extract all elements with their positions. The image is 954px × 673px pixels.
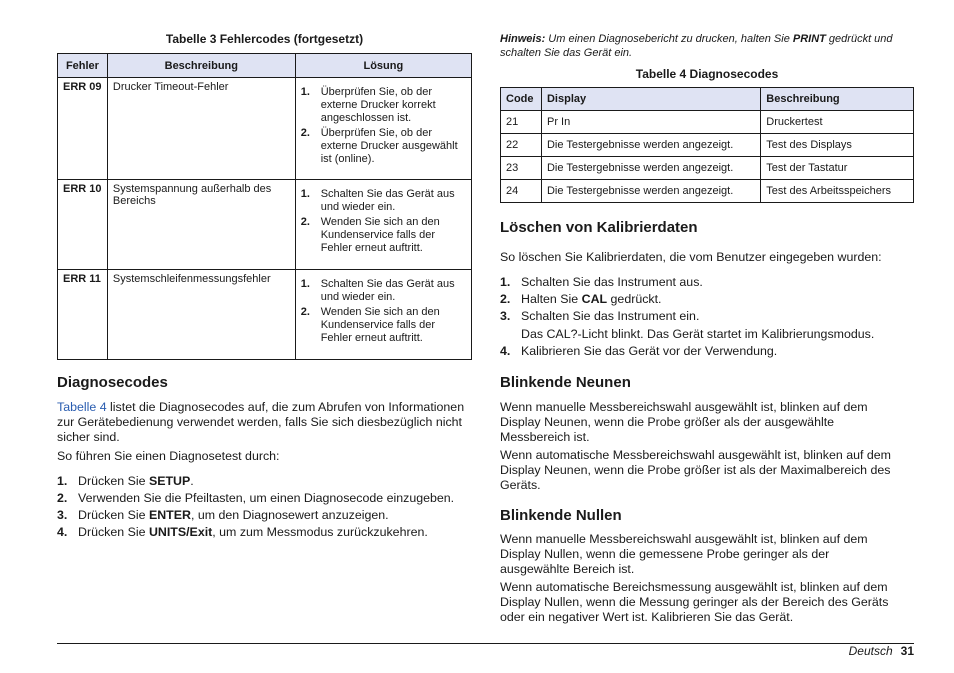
table4-caption: Tabelle 4 Diagnosecodes	[635, 67, 779, 81]
table-row: 21 Pr In Druckertest	[501, 111, 914, 134]
calib-steps	[500, 275, 914, 361]
neunen-heading: Blinkende Neunen	[500, 374, 631, 391]
error-code: ERR 11	[58, 270, 108, 360]
neunen-p2: Wenn automatische Messbereichswahl ausgewählt ist, blinken auf dem Display Neunen, wenn die Probe größer ist als der Maximalbereich des Geräts.	[500, 448, 891, 492]
table-row: 23 Die Testergebnisse werden angezeigt. Test der Tastatur	[501, 157, 914, 180]
list-item: 2. Halten Sie CAL gedrückt.	[500, 292, 662, 306]
error-description: Systemspannung außerhalb des Bereichs	[107, 180, 295, 270]
error-description: Drucker Timeout-Fehler	[107, 78, 295, 180]
list-item-note: Das CAL?-Licht blinkt. Das Gerät startet im Kalibrierungsmodus.	[521, 327, 875, 341]
col-header-display: Display	[541, 88, 760, 111]
list-item: 4. Drücken Sie UNITS/Exit, um zum Messmodus zurückzukehren.	[57, 525, 428, 539]
table3-caption: Tabelle 3 Fehlercodes (fortgesetzt)	[165, 32, 364, 46]
col-header-code: Code	[501, 88, 542, 111]
error-solution: 1. Überprüfen Sie, ob der externe Drucker korrekt angeschlossen ist. 2. Überprüfen Sie, ob der externe Drucker ausgewählt ist (online).	[295, 78, 471, 180]
diagnose-codes-table	[500, 87, 914, 203]
table-row: 24 Die Testergebnisse werden angezeigt. Test des Arbeitsspeichers	[501, 180, 914, 203]
calib-intro: So löschen Sie Kalibrierdaten, die vom Benutzer eingegeben wurden:	[500, 250, 882, 264]
error-codes-table	[57, 53, 472, 360]
nullen-heading: Blinkende Nullen	[500, 507, 622, 524]
list-item: 4. Kalibrieren Sie das Gerät vor der Verwendung.	[500, 344, 778, 358]
solution-step: Wenden Sie sich an den Kundenservice falls der Fehler erneut auftritt.	[320, 216, 440, 254]
solution-step: Schalten Sie das Gerät aus und wieder ein.	[320, 278, 455, 303]
print-note: Hinweis: Um einen Diagnosebericht zu drucken, halten Sie PRINT gedrückt und schalten Sie das Gerät ein.	[500, 33, 893, 59]
table-row	[58, 78, 472, 180]
diagnosecodes-heading: Diagnosecodes	[57, 374, 168, 391]
nullen-p2: Wenn automatische Bereichsmessung ausgewählt ist, blinken auf dem Display Nullen, wenn die Messung geringer als der Bereich des Geräts oder ein negativer Wert ist. Kalibrieren Sie das Gerät.	[500, 580, 889, 624]
error-code: ERR 09	[58, 78, 108, 180]
error-description: Systemschleifenmessungsfehler	[107, 270, 295, 360]
footer-language: Deutsch	[848, 644, 893, 658]
table-row	[58, 270, 472, 360]
error-code: ERR 10	[58, 180, 108, 270]
solution-step: Überprüfen Sie, ob der externe Drucker ausgewählt ist (online).	[320, 127, 458, 165]
error-solution: 1. Schalten Sie das Gerät aus und wieder ein. 2. Wenden Sie sich an den Kundenservice falls der Fehler erneut auftritt.	[295, 270, 471, 360]
solution-step: Schalten Sie das Gerät aus und wieder ein.	[320, 188, 455, 213]
diagnosecodes-intro: Tabelle 4 listet die Diagnosecodes auf, die zum Abrufen von Informationen zur Gerätebedienung verwendet werden, falls Sie sich diesbezüglich nicht sicher sind.	[57, 400, 465, 444]
page-number: 31	[900, 644, 914, 658]
col-header-loesung: Lösung	[295, 54, 471, 78]
solution-step: Überprüfen Sie, ob der externe Drucker korrekt angeschlossen ist.	[320, 86, 436, 124]
calib-heading: Löschen von Kalibrierdaten	[500, 219, 698, 236]
neunen-p1: Wenn manuelle Messbereichswahl ausgewählt ist, blinken auf dem Display Neunen, wenn die Probe größer als der ausgewählte Messbereich ist.	[500, 400, 868, 444]
diagnose-steps	[57, 474, 472, 542]
diagnosecodes-lead: So führen Sie einen Diagnosetest durch:	[57, 449, 280, 463]
nullen-p1: Wenn manuelle Messbereichswahl ausgewählt ist, blinken auf dem Display Nullen, wenn die gemessene Probe geringer als der ausgewählte Bereich ist.	[500, 532, 868, 576]
list-item: 1. Schalten Sie das Instrument aus.	[500, 275, 703, 289]
list-item: 1. Drücken Sie SETUP.	[57, 474, 194, 488]
col-header-beschreibung: Beschreibung	[107, 54, 295, 78]
table-row	[58, 180, 472, 270]
col-header-beschreibung: Beschreibung	[761, 88, 914, 111]
table-row: 22 Die Testergebnisse werden angezeigt. Test des Displays	[501, 134, 914, 157]
col-header-fehler: Fehler	[58, 54, 108, 78]
list-item: 3. Drücken Sie ENTER, um den Diagnosewert anzuzeigen.	[57, 508, 389, 522]
tabelle4-link[interactable]: Tabelle 4	[57, 400, 107, 414]
page-footer	[849, 644, 914, 658]
error-solution: 1. Schalten Sie das Gerät aus und wieder ein. 2. Wenden Sie sich an den Kundenservice falls der Fehler erneut auftritt.	[295, 180, 471, 270]
solution-step: Wenden Sie sich an den Kundenservice falls der Fehler erneut auftritt.	[320, 306, 440, 344]
list-item: 2. Verwenden Sie die Pfeiltasten, um einen Diagnosecode einzugeben.	[57, 491, 455, 505]
list-item: 3. Schalten Sie das Instrument ein.	[500, 309, 700, 323]
footer-divider	[57, 643, 914, 644]
